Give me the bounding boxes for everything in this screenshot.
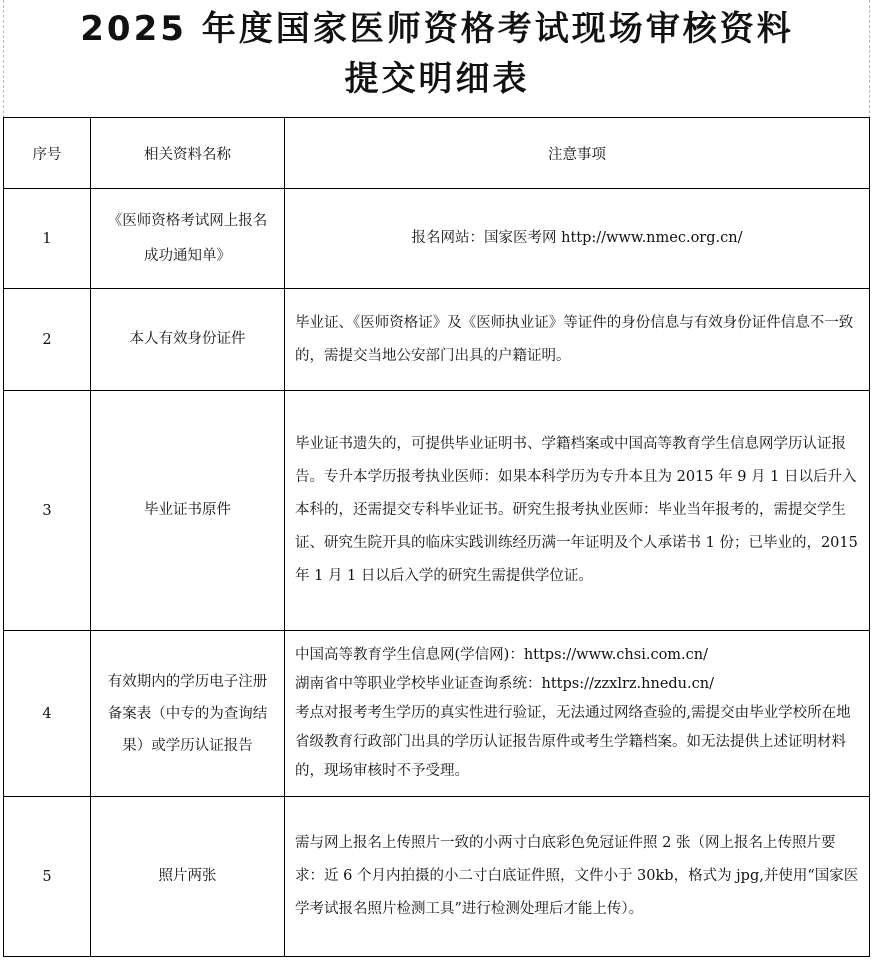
row-notes bbox=[285, 631, 870, 797]
page-title bbox=[0, 4, 874, 104]
table-row bbox=[4, 797, 870, 957]
note-line: 考点对报考考生学历的真实性进行验证，无法通过网络查验的,需提交由毕业学校所在地省级教育行政部门出具的学历认证报告原件或考生学籍档案。如无法提供上述证明材料的，现场审核时不予受理。 bbox=[295, 705, 851, 779]
row-name: 毕业证书原件 bbox=[91, 391, 285, 631]
materials-table bbox=[3, 117, 870, 957]
table-row bbox=[4, 631, 870, 797]
note-line: 毕业证书遗失的，可提供毕业证明书、学籍档案或中国高等教育学生信息网学历认证报告。专升本学历报考执业医师：如果本科学历为专升本且为 2015 年 9 月 1 日以后升入本科的，还需提交专科毕业证书。研究生报考执业医师：毕业当年报考的，需提交学生证、研究生院开具的临床实践训练经历满一年证明及个人承诺书 1 份；已毕业的，2015 年 1 月 1 日以后入学的研究生需提供学位证。 bbox=[295, 436, 858, 584]
title-line-1: 2025 年度国家医师资格考试现场审核资料 bbox=[80, 9, 794, 49]
table-row bbox=[4, 289, 870, 391]
row-no: 5 bbox=[4, 797, 91, 957]
note-line: 中国高等教育学生信息网(学信网)：https://www.chsi.com.cn/ bbox=[295, 647, 709, 663]
row-notes bbox=[285, 289, 870, 391]
note-line: 湖南省中等职业学校毕业证查询系统：https://zzxlrz.hnedu.cn/ bbox=[295, 676, 714, 692]
row-name: 有效期内的学历电子注册备案表（中专的为查询结果）或学历认证报告 bbox=[91, 631, 285, 797]
row-name: 《医师资格考试网上报名成功通知单》 bbox=[91, 189, 285, 289]
row-notes bbox=[285, 189, 870, 289]
note-line: 报名网站：国家医考网 http://www.nmec.org.cn/ bbox=[411, 230, 743, 246]
row-no: 1 bbox=[4, 189, 91, 289]
table-row bbox=[4, 189, 870, 289]
note-line: 毕业证、《医师资格证》及《医师执业证》等证件的身份信息与有效身份证件信息不一致的，需提交当地公安部门出具的户籍证明。 bbox=[295, 314, 854, 364]
title-line-2: 提交明细表 bbox=[344, 59, 530, 99]
row-no: 2 bbox=[4, 289, 91, 391]
note-line: 需与网上报名上传照片一致的小两寸白底彩色免冠证件照 2 张（网上报名上传照片要求：近 6 个月内拍摄的小二寸白底证件照，文件小于 30kb，格式为 jpg,并使用“国家医学考试报名照片检测工具”进行检测处理后才能上传）。 bbox=[295, 835, 859, 917]
header-name: 相关资料名称 bbox=[91, 118, 285, 189]
table-row bbox=[4, 391, 870, 631]
row-notes bbox=[285, 391, 870, 631]
header-no: 序号 bbox=[4, 118, 91, 189]
row-notes bbox=[285, 797, 870, 957]
header-notes: 注意事项 bbox=[285, 118, 870, 189]
row-name: 照片两张 bbox=[91, 797, 285, 957]
row-no: 3 bbox=[4, 391, 91, 631]
table-header-row bbox=[4, 118, 870, 189]
row-name: 本人有效身份证件 bbox=[91, 289, 285, 391]
row-no: 4 bbox=[4, 631, 91, 797]
